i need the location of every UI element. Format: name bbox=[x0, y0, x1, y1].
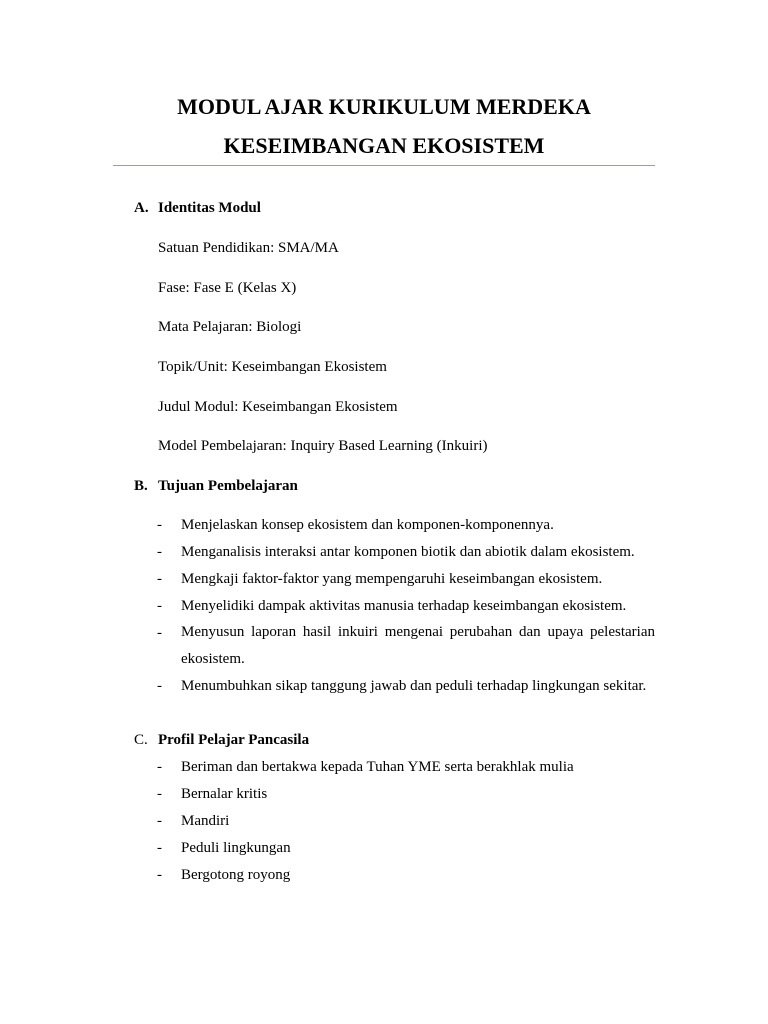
identity-line-fase: Fase: Fase E (Kelas X) bbox=[158, 280, 297, 296]
list-item-text: Menumbuhkan sikap tanggung jawab dan peduli terhadap lingkungan sekitar. bbox=[181, 678, 647, 694]
section-b-heading bbox=[134, 476, 298, 496]
bullet-dash: - bbox=[157, 517, 162, 533]
section-c-letter: C. bbox=[134, 732, 148, 748]
bullet-dash: - bbox=[157, 625, 162, 641]
list-item-text: Beriman dan bertakwa kepada Tuhan YME serta berakhlak mulia bbox=[181, 759, 574, 775]
identity-line-model-pembelajaran: Model Pembelajaran: Inquiry Based Learning (Inkuiri) bbox=[158, 438, 488, 454]
bullet-dash: - bbox=[157, 840, 162, 856]
bullet-dash: - bbox=[157, 544, 162, 560]
list-item-text: Menganalisis interaksi antar komponen biotik dan abiotik dalam ekosistem. bbox=[181, 544, 635, 560]
identity-line-judul-modul: Judul Modul: Keseimbangan Ekosistem bbox=[158, 399, 398, 415]
bullet-dash: - bbox=[157, 813, 162, 829]
section-a-letter: A. bbox=[134, 200, 149, 216]
section-a-title: Identitas Modul bbox=[158, 200, 261, 216]
bullet-dash: - bbox=[157, 786, 162, 802]
list-item-text: Bergotong royong bbox=[181, 867, 291, 883]
identity-line-satuan-pendidikan: Satuan Pendidikan: SMA/MA bbox=[158, 240, 339, 256]
list-item-text: Mandiri bbox=[181, 813, 230, 829]
document-title-line-2: KESEIMBANGAN EKOSISTEM bbox=[223, 133, 545, 158]
list-item-text: Peduli lingkungan bbox=[181, 840, 291, 856]
section-b-title: Tujuan Pembelajaran bbox=[158, 478, 298, 494]
bullet-dash: - bbox=[157, 678, 162, 694]
list-item-text: Bernalar kritis bbox=[181, 786, 268, 802]
identity-line-mata-pelajaran: Mata Pelajaran: Biologi bbox=[158, 319, 302, 335]
bullet-dash: - bbox=[157, 598, 162, 614]
identity-line-topik-unit: Topik/Unit: Keseimbangan Ekosistem bbox=[158, 359, 387, 375]
list-item-text: Menyelidiki dampak aktivitas manusia terhadap keseimbangan ekosistem. bbox=[181, 598, 627, 614]
section-a-heading bbox=[134, 198, 261, 218]
bullet-dash: - bbox=[157, 571, 162, 587]
list-item-text: Menyusun laporan hasil inkuiri mengenai perubahan dan upaya pelestarian ekosistem. bbox=[181, 624, 655, 667]
document-title-line-1: MODUL AJAR KURIKULUM MERDEKA bbox=[177, 94, 591, 119]
title-divider bbox=[113, 165, 655, 166]
list-item-text: Menjelaskan konsep ekosistem dan komponen-komponennya. bbox=[181, 517, 554, 533]
bullet-dash: - bbox=[157, 867, 162, 883]
section-c-title: Profil Pelajar Pancasila bbox=[158, 732, 310, 748]
list-item-text: Mengkaji faktor-faktor yang mempengaruhi keseimbangan ekosistem. bbox=[181, 571, 603, 587]
bullet-dash: - bbox=[157, 759, 162, 775]
section-c-heading bbox=[134, 730, 309, 750]
section-b-letter: B. bbox=[134, 478, 148, 494]
